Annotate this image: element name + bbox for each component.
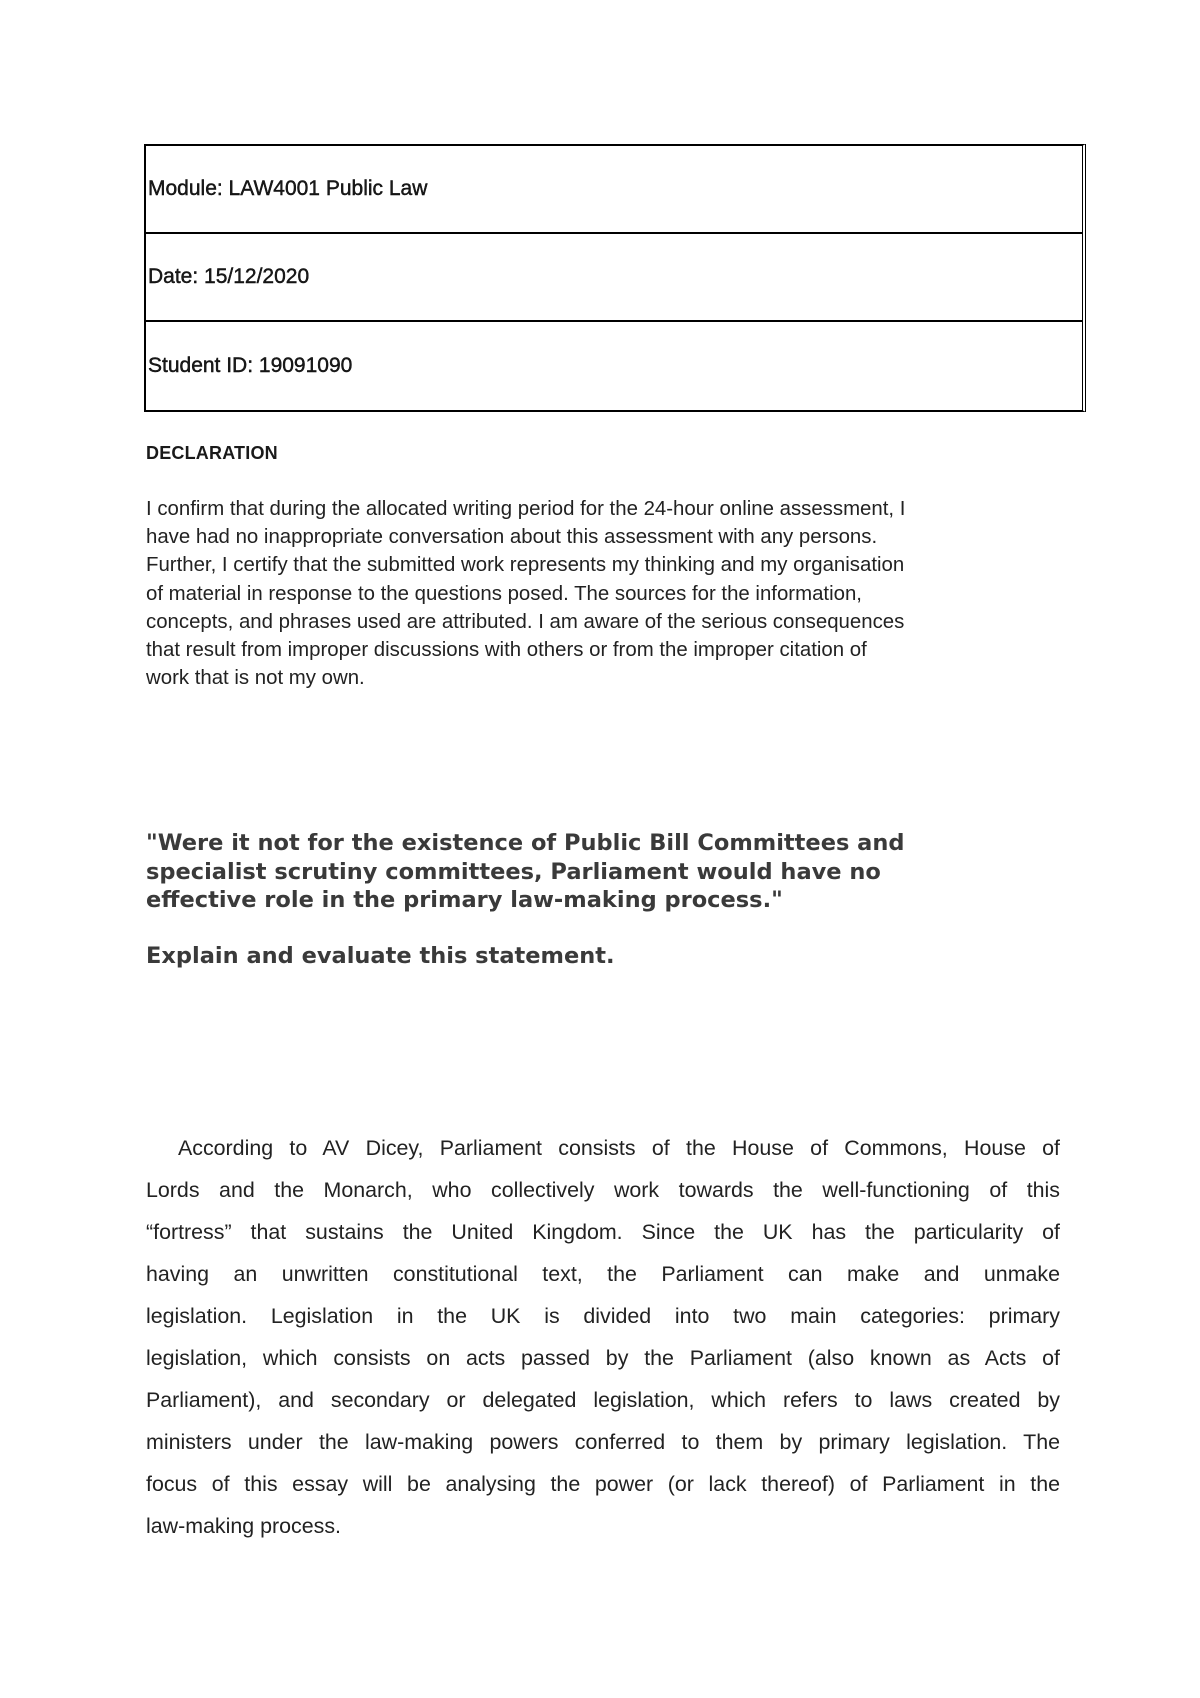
declaration-line: have had no inappropriate conversation about this assessment with any persons. [146, 526, 878, 549]
essay-line: According to AV Dicey, Parliament consists of the House of Commons, House of [178, 1136, 1060, 1160]
essay-line: “fortress” that sustains the United Kingdom. Since the UK has the particularity of [146, 1220, 1060, 1244]
essay-line: Parliament), and secondary or delegated legislation, which refers to laws created by [146, 1388, 1060, 1412]
declaration-text [146, 495, 1066, 692]
date-row: Date: 15/12/2020 [146, 234, 1082, 322]
essay-question [146, 829, 1066, 915]
declaration-line: I confirm that during the allocated writing period for the 24-hour online assessment, I [146, 498, 906, 520]
essay-line: legislation, which consists on acts passed by the Parliament (also known as Acts of [146, 1346, 1060, 1370]
declaration-line: of material in response to the questions posed. The sources for the information, [146, 582, 862, 605]
essay-line: having an unwritten constitutional text, the Parliament can make and unmake [146, 1262, 1060, 1286]
declaration-line: work that is not my own. [146, 667, 365, 690]
question-instruction: Explain and evaluate this statement. [146, 943, 615, 969]
module-row: Module: LAW4001 Public Law [146, 146, 1082, 234]
declaration-line: that result from improper discussions with others or from the improper citation of [146, 639, 867, 662]
question-line: effective role in the primary law-making process." [146, 887, 783, 913]
essay-line: ministers under the law-making powers conferred to them by primary legislation. The [146, 1430, 1060, 1454]
question-line: specialist scrutiny committees, Parliament would have no [146, 858, 881, 885]
essay-body [146, 1127, 1060, 1547]
cover-info-table [144, 144, 1086, 412]
student-id-row: Student ID: 19091090 [148, 354, 353, 377]
essay-line: focus of this essay will be analysing the power (or lack thereof) of Parliament in the [146, 1472, 1060, 1496]
question-line: "Were it not for the existence of Public Bill Committees and [146, 830, 905, 856]
essay-line: legislation. Legislation in the UK is divided into two main categories: primary [146, 1304, 1060, 1328]
essay-line: law-making process. [146, 1514, 341, 1538]
essay-line: Lords and the Monarch, who collectively work towards the well-functioning of this [146, 1178, 1060, 1202]
declaration-line: Further, I certify that the submitted work represents my thinking and my organisation [146, 554, 905, 577]
declaration-heading: DECLARATION [146, 443, 278, 463]
declaration-line: concepts, and phrases used are attributed. I am aware of the serious consequences [146, 610, 905, 633]
